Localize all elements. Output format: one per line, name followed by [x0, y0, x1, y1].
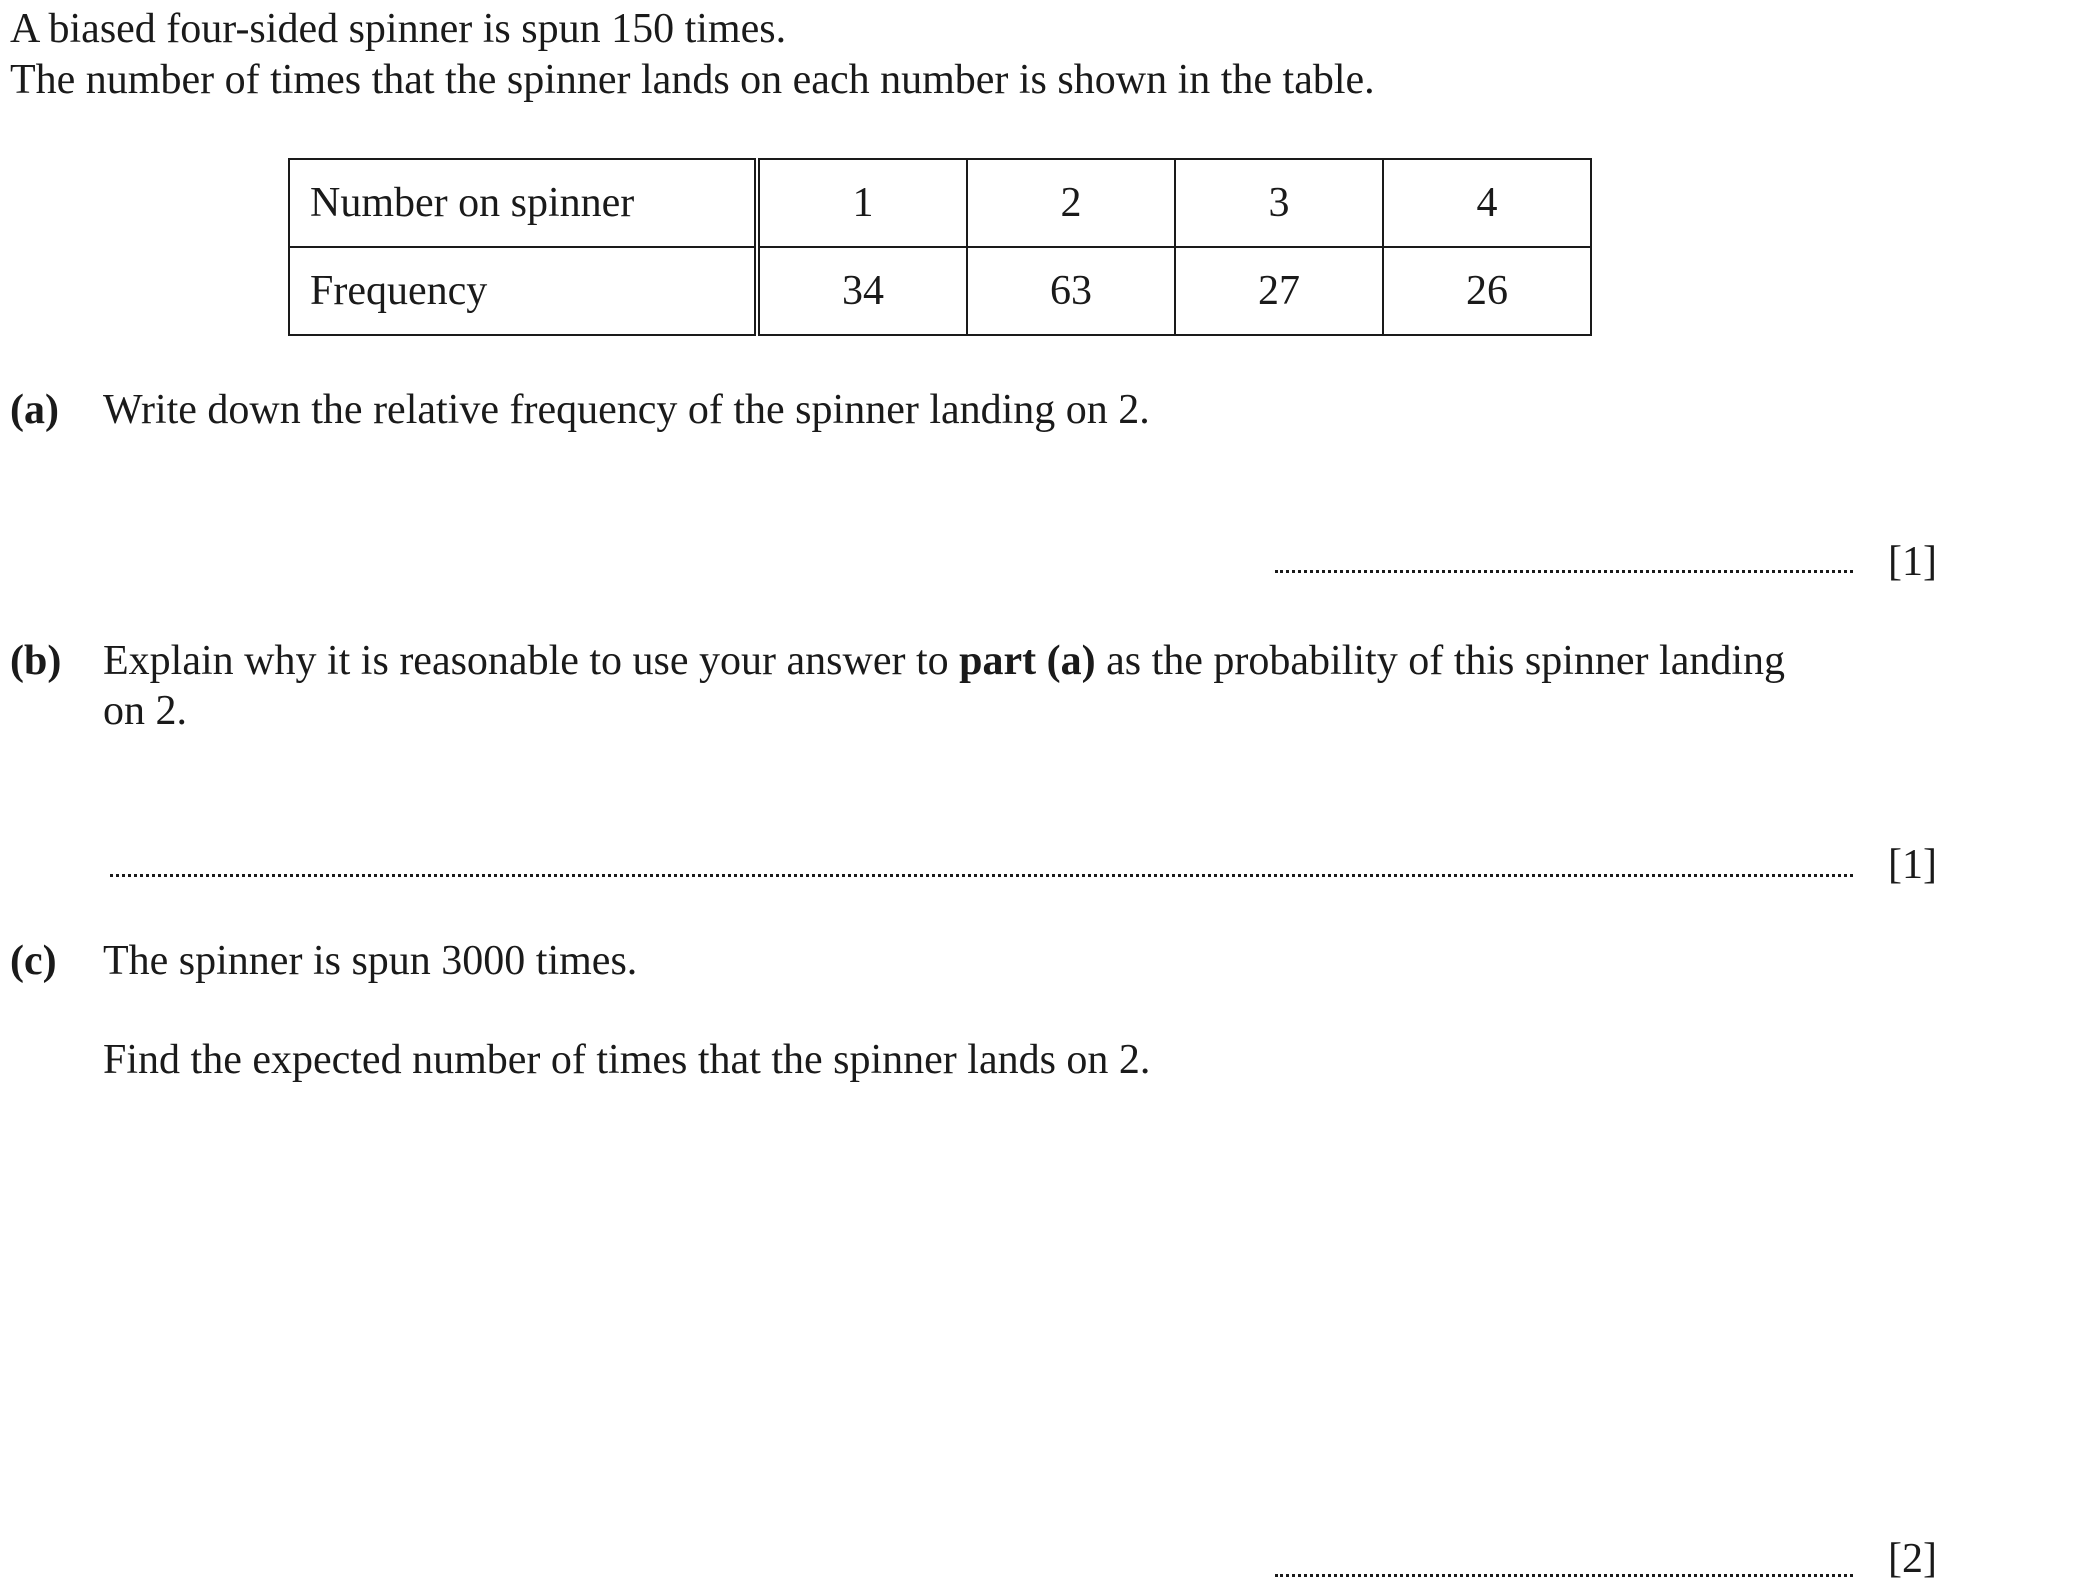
part-c-marks: [2]	[1888, 1536, 1937, 1582]
part-c-label: (c)	[10, 938, 57, 984]
frequency-cell-3: 27	[1175, 247, 1383, 335]
part-b-label: (b)	[10, 638, 62, 684]
part-c-question: Find the expected number of times that the spinner lands on 2.	[103, 1037, 1151, 1083]
part-a-answer-line[interactable]	[1275, 570, 1853, 573]
row-header-number: Number on spinner	[289, 159, 757, 247]
table-row-numbers	[289, 159, 1591, 247]
number-cell-3: 3	[1175, 159, 1383, 247]
intro-line-1: A biased four-sided spinner is spun 150 times.	[10, 6, 787, 52]
number-cell-1: 1	[757, 159, 967, 247]
part-a-marks: [1]	[1888, 539, 1937, 585]
intro-line-2: The number of times that the spinner lands on each number is shown in the table.	[10, 57, 1375, 103]
part-b-question-line-2: on 2.	[103, 688, 187, 734]
number-cell-4: 4	[1383, 159, 1591, 247]
number-cell-2: 2	[967, 159, 1175, 247]
frequency-cell-4: 26	[1383, 247, 1591, 335]
part-b-text-after: as the probability of this spinner landing	[1095, 638, 1785, 684]
frequency-cell-1: 34	[757, 247, 967, 335]
part-b-marks: [1]	[1888, 842, 1937, 888]
part-a-question: Write down the relative frequency of the spinner landing on 2.	[103, 387, 1150, 433]
frequency-table	[288, 158, 1592, 336]
frequency-cell-2: 63	[967, 247, 1175, 335]
row-header-frequency: Frequency	[289, 247, 757, 335]
part-b-answer-line[interactable]	[110, 874, 1853, 877]
part-b-text-before: Explain why it is reasonable to use your answer to	[103, 638, 960, 684]
part-b-question	[103, 636, 1785, 686]
part-a-label: (a)	[10, 387, 59, 433]
table-row-frequency	[289, 247, 1591, 335]
part-c-statement: The spinner is spun 3000 times.	[103, 938, 638, 984]
part-b-text-bold: part (a)	[959, 638, 1096, 684]
